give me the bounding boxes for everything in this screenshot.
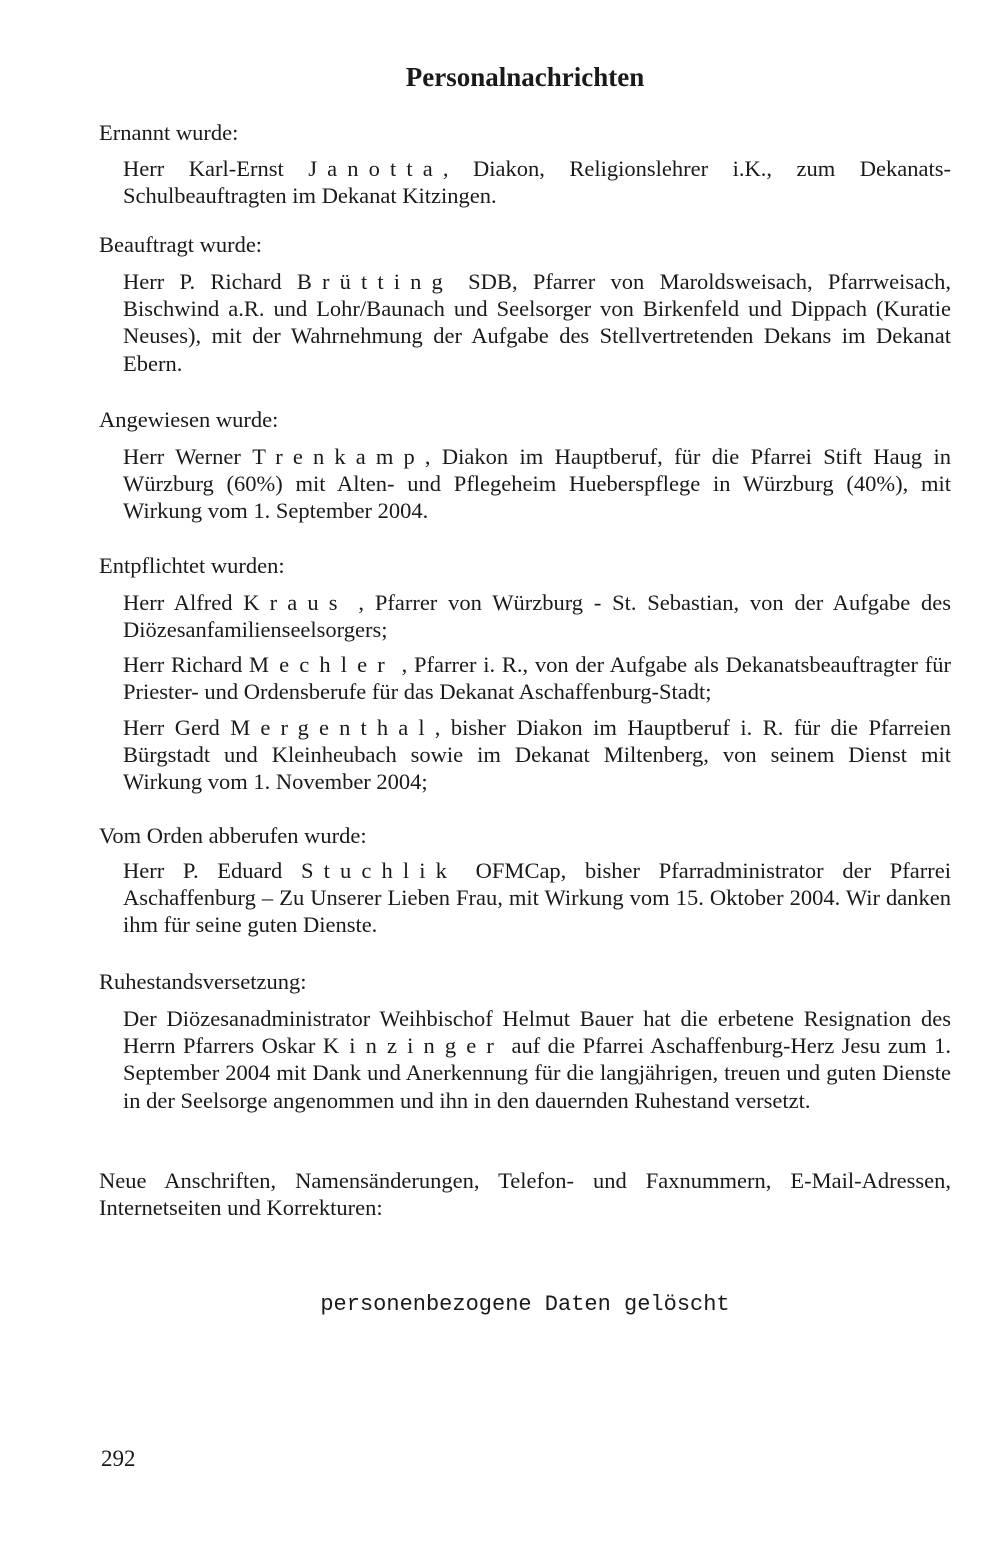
entry-text: , Diakon, Religionslehrer i.K., zum Dekanats-Schulbeauftragten im Dekanat Kitzingen.: [123, 156, 952, 209]
entry-paragraph: [123, 268, 951, 377]
page-title: Personalnachrichten: [405, 62, 645, 92]
person-name: Kraus: [243, 590, 348, 615]
redaction-note: personenbezogene Daten gelöscht: [320, 1292, 730, 1317]
entry-text: , Diakon im Hauptberuf, für die Pfarrei Stift Haug in Würzburg (60%) mit Alten- und Pflegeheim Hueberspflege in Würzburg (40%), mit Wirkung vom 1. September 2004.: [123, 444, 951, 524]
page-number: 292: [101, 1446, 136, 1471]
entry-text: SDB, Pfarrer von Maroldsweisach, Pfarrweisach, Bischwind a.R. und Lohr/Baunach und Seelsorger von Birkenfeld und Dippach (Kuratie Neuses), mit der Wahrnehmung der Aufgabe des Stellvertretenden Dekans im Dekanat Ebern.: [123, 269, 951, 376]
person-name: Mechler: [248, 652, 395, 677]
entry-paragraph: [123, 1005, 951, 1114]
section-heading: Entpflichtet wurden:: [99, 553, 285, 578]
entry-text: Herr Gerd: [123, 715, 231, 740]
section-heading: Beauftragt wurde:: [99, 232, 263, 257]
person-name: Janotta: [308, 156, 443, 181]
entry-paragraph: [123, 714, 951, 796]
entry-text: auf die Pfarrei Aschaffenburg-Herz Jesu zum 1. September 2004 mit Dank und Anerkennung für die langjährigen, treuen und guten Dienste in der Seelsorge angenommen und ihn in den dauernden Ruhestand versetzt.: [123, 1033, 951, 1113]
entry-text: , Pfarrer von Würzburg - St. Sebastian, von der Aufgabe des Diözesanfamilienseelsorgers;: [123, 590, 951, 643]
section-heading: Ruhestandsversetzung:: [99, 969, 307, 994]
entry-text: Herr Richard: [123, 652, 249, 677]
section-heading: Angewiesen wurde:: [99, 407, 279, 432]
entry-text: Herr Karl-Ernst: [123, 156, 309, 181]
entry-paragraph: [123, 651, 951, 705]
entry-text: Herr Werner: [123, 444, 253, 469]
entry-paragraph: [123, 443, 951, 525]
closing-paragraph: Neue Anschriften, Namensänderungen, Telefon- und Faxnummern, E-Mail-Adressen, Internetseiten und Korrekturen:: [99, 1168, 951, 1221]
section-heading: Ernannt wurde:: [99, 120, 239, 145]
entry-text: Herr Alfred: [123, 590, 244, 615]
person-name: Stuchlik: [300, 858, 457, 883]
person-name: Trenkamp: [252, 444, 425, 469]
person-name: Kinzinger: [322, 1033, 504, 1059]
entry-text: OFMCap, bisher Pfarradministrator der Pfarrei Aschaffenburg – Zu Unserer Lieben Frau, mit Wirkung vom 15. Oktober 2004. Wir danken ihm für seine guten Dienste.: [123, 858, 951, 938]
entry-text: , bisher Diakon im Hauptberuf i. R. für die Pfarreien Bürgstadt und Kleinheubach sowie im Dekanat Miltenberg, von seinem Dienst mit Wirkung vom 1. November 2004;: [123, 715, 951, 795]
person-name: Brütting: [296, 269, 453, 294]
entry-text: , Pfarrer i. R., von der Aufgabe als Dekanatsbeauftragter für Priester- und Ordensberufe für das Dekanat Aschaffenburg-Stadt;: [123, 652, 951, 705]
entry-text: Herr P. Eduard: [123, 858, 301, 883]
entry-paragraph: [123, 857, 951, 939]
person-name: Mergenthal: [230, 715, 435, 740]
entry-text: Der Diözesanadministrator Weihbischof Helmut Bauer hat die erbetene Resignation des Herrn Pfarrers Oskar: [123, 1006, 951, 1059]
entry-paragraph: [123, 589, 951, 643]
entry-text: Herr P. Richard: [123, 269, 297, 294]
entry-paragraph: [123, 155, 951, 209]
section-heading: Vom Orden abberufen wurde:: [99, 823, 367, 848]
